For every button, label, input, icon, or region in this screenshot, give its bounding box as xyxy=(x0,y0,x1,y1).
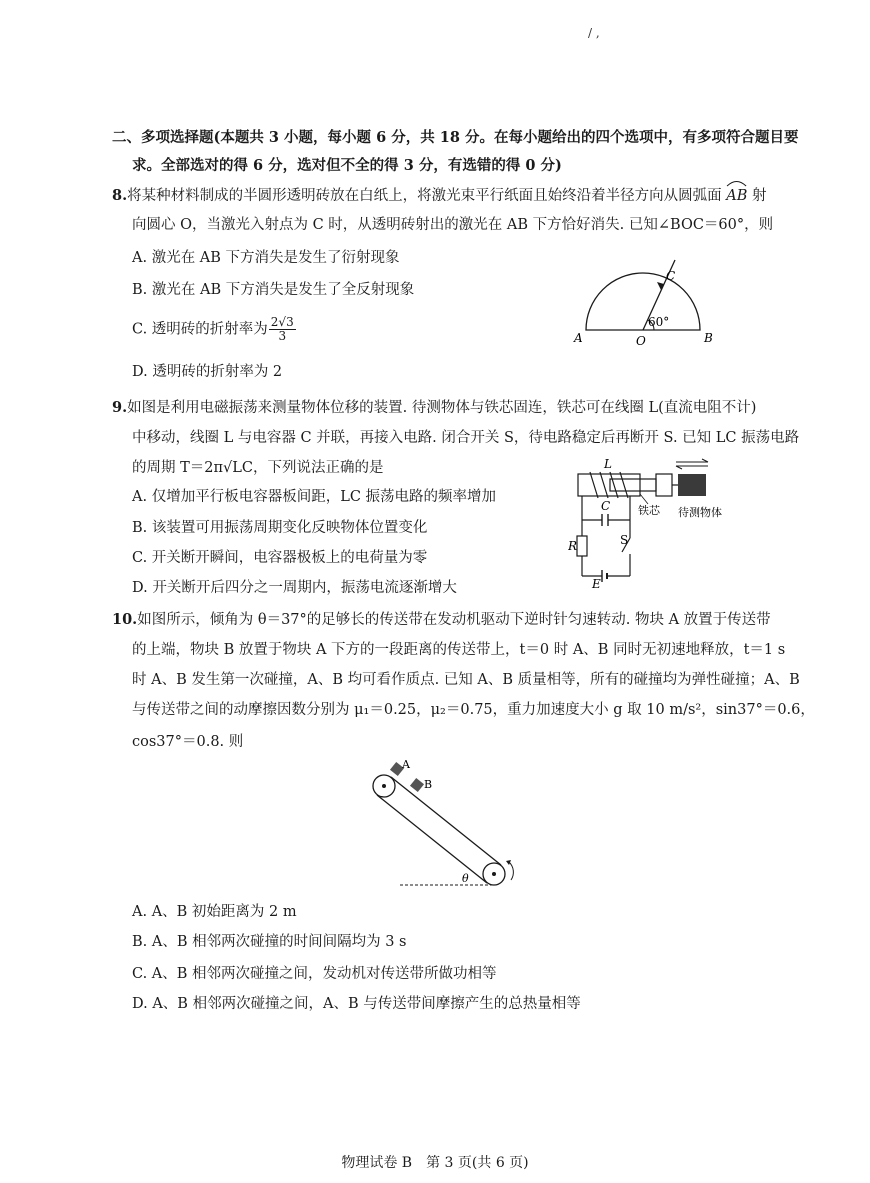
q8-semicircle-figure xyxy=(568,250,718,350)
connector-block xyxy=(656,474,672,496)
q10-line5: cos37°＝0.8. 则 xyxy=(132,734,244,750)
label-object: 待测物体 xyxy=(678,506,722,519)
rotation-arc xyxy=(509,862,513,880)
resistor xyxy=(577,536,587,556)
q8-option-c xyxy=(132,316,296,343)
q8-line2: 向圆心 O，当激光入射点为 C 时，从透明砖射出的激光在 AB 下方恰好消失. 已知∠BOC＝60°，则 xyxy=(132,217,774,233)
block-b xyxy=(410,778,424,792)
q9-option-c: C. 开关断开瞬间，电容器极板上的电荷量为零 xyxy=(132,550,428,566)
test-object xyxy=(678,474,706,496)
q8-line1-tail: 射 xyxy=(752,188,767,204)
label-a: A xyxy=(574,331,583,345)
coil-windings xyxy=(590,472,628,498)
q10-line1 xyxy=(112,610,771,630)
pulley-bottom-axle xyxy=(492,872,496,876)
page-footer: 物理试卷 B 第 3 页(共 6 页) xyxy=(341,1155,529,1171)
q8-line1-text: 将某种材料制成的半圆形透明砖放在白纸上，将激光束平行纸面且始终沿着半径方向从圆弧面 xyxy=(127,188,722,204)
label-core: 铁芯 xyxy=(638,504,660,517)
q10-option-a: A. A、B 初始距离为 2 m xyxy=(132,904,297,920)
label-b: B xyxy=(704,331,713,345)
q8-option-b: B. 激光在 AB 下方消失是发生了全反射现象 xyxy=(132,282,415,298)
fraction-numerator: 2√3 xyxy=(270,315,294,329)
rotation-arrow-icon xyxy=(506,860,511,865)
label-e: E xyxy=(592,577,601,588)
q10-number: 10. xyxy=(112,611,138,628)
q9-option-a: A. 仅增加平行板电容器板间距，LC 振荡电路的频率增加 xyxy=(132,489,497,505)
iron-core xyxy=(610,479,656,491)
section-heading-line1: 二、多项选择题(本题共 3 小题，每小题 6 分，共 18 分。在每小题给出的四个选项中，有多项符合题目要 xyxy=(112,129,799,146)
q10-line4: 与传送带之间的动摩擦因数分别为 μ₁＝0.25，μ₂＝0.75，重力加速度大小 g 取 10 m/s²，sin37°＝0.6， xyxy=(132,702,815,718)
q10-option-c: C. A、B 相邻两次碰撞之间，发动机对传送带所做功相等 xyxy=(132,966,497,982)
belt-top xyxy=(391,777,501,865)
ray-arrow-icon xyxy=(657,282,664,290)
belt-bottom xyxy=(377,795,487,883)
q8-option-c-text: C. 透明砖的折射率为 xyxy=(132,321,268,338)
label-l: L xyxy=(604,457,612,471)
arc-ab-text: AB xyxy=(726,188,748,204)
label-o: O xyxy=(636,334,646,348)
semicircle-outline xyxy=(586,273,700,330)
q10-conveyor-figure xyxy=(370,758,530,890)
label-c: C xyxy=(601,499,611,513)
q8-option-d: D. 透明砖的折射率为 2 xyxy=(132,364,283,380)
q9-option-b: B. 该装置可用振荡周期变化反映物体位置变化 xyxy=(132,520,428,536)
q9-option-d: D. 开关断开后四分之一周期内，振荡电流逐渐增大 xyxy=(132,580,457,596)
q8-number: 8. xyxy=(112,187,128,204)
q9-number: 9. xyxy=(112,399,128,416)
core-pointer xyxy=(640,494,648,504)
q9-line2: 中移动，线圈 L 与电容器 C 并联，再接入电路. 闭合开关 S，待电路稳定后再断开 S. 已知 LC 振荡电路 xyxy=(132,430,800,446)
arc-ab-label xyxy=(726,186,747,206)
top-mark: / , xyxy=(588,26,600,40)
q10-line2: 的上端，物块 B 放置于物块 A 下方的一段距离的传送带上，t＝0 时 A、B 同时无初速地释放，t＝1 s xyxy=(132,642,786,658)
q10-line3: 时 A、B 发生第一次碰撞，A、B 均可看作质点. 已知 A、B 质量相等，所有的碰撞均为弹性碰撞；A、B xyxy=(132,672,800,688)
q9-circuit-figure xyxy=(568,452,768,588)
q9-line3: 的周期 T＝2π√LC，下列说法正确的是 xyxy=(132,460,384,476)
label-c: C xyxy=(666,269,676,283)
label-block-b: B xyxy=(424,778,433,791)
q8-option-a: A. 激光在 AB 下方消失是发生了衍射现象 xyxy=(132,250,400,266)
q10-option-d: D. A、B 相邻两次碰撞之间，A、B 与传送带间摩擦产生的总热量相等 xyxy=(132,996,581,1012)
coil-frame xyxy=(578,474,640,496)
arc-symbol xyxy=(726,179,747,187)
q9-line1 xyxy=(112,398,756,418)
label-theta: θ xyxy=(462,872,469,885)
q8-line1 xyxy=(112,186,767,206)
label-block-a: A xyxy=(402,758,410,771)
label-angle: 60° xyxy=(648,315,670,329)
section-heading-line2: 求。全部选对的得 6 分，选对但不全的得 3 分，有选错的得 0 分) xyxy=(132,157,562,174)
q9-line1-text: 如图是利用电磁振荡来测量物体位移的装置. 待测物体与铁芯固连，铁芯可在线圈 L(直流电阻不计) xyxy=(127,400,757,416)
label-s: S xyxy=(620,533,629,547)
pulley-top-axle xyxy=(382,784,386,788)
double-arrow-icon xyxy=(676,459,708,469)
q8-option-c-fraction xyxy=(269,316,296,343)
q10-line1-text: 如图所示，倾角为 θ＝37°的足够长的传送带在发动机驱动下逆时针匀速转动. 物块 A 放置于传送带 xyxy=(137,612,771,628)
q10-option-b: B. A、B 相邻两次碰撞的时间间隔均为 3 s xyxy=(132,934,407,950)
fraction-denominator: 3 xyxy=(278,329,287,343)
label-r: R xyxy=(568,539,578,553)
